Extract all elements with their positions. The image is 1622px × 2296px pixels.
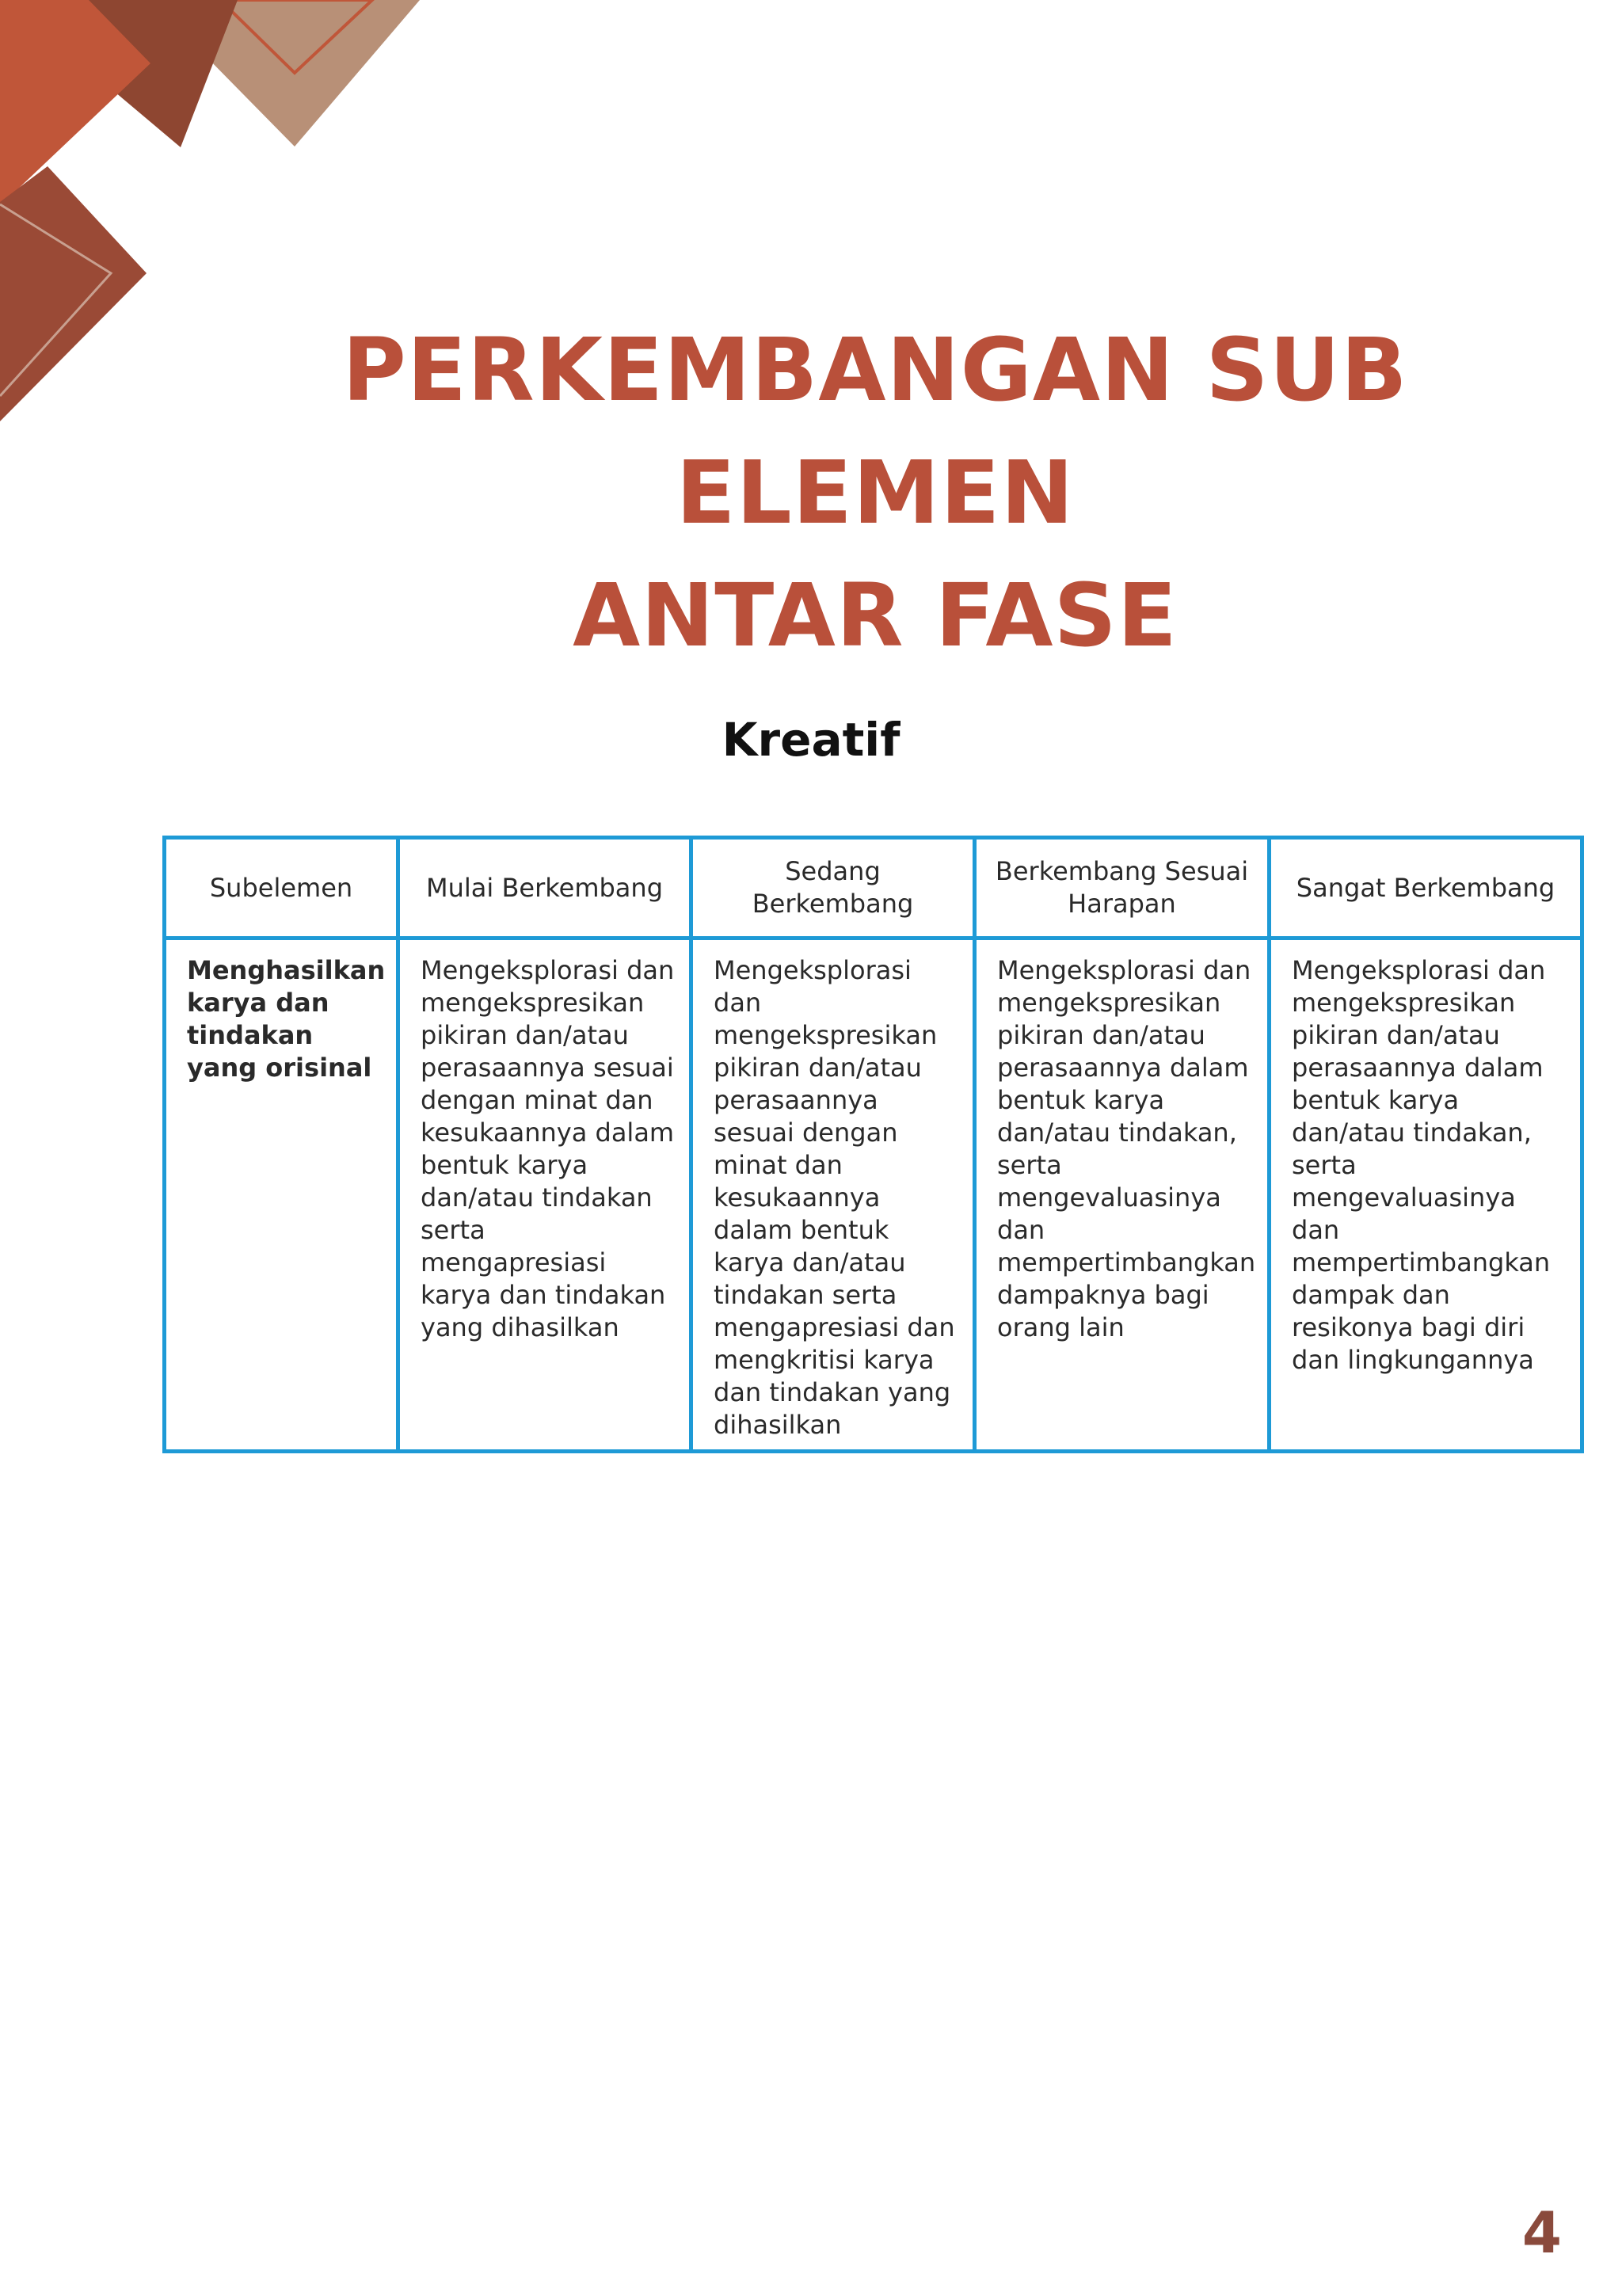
header-subelemen: Subelemen [165, 838, 398, 939]
page-title-line-1: PERKEMBANGAN SUB ELEMEN [342, 319, 1408, 543]
page-number: 4 [1521, 2199, 1562, 2266]
cell-mulai-berkembang: Mengeksplorasi dan mengekspresikan pikiran dan/atau perasaannya sesuai dengan minat dan kesukaannya dalam bentuk karya dan/atau tindakan serta mengapresiasi karya dan tindakan yang dihasilkan [398, 939, 691, 1452]
cell-berkembang-sesuai-harapan: Mengeksplorasi dan mengekspresikan pikiran dan/atau perasaannya dalam bentuk karya dan/atau tindakan, serta mengevaluasinya dan mempertimbangkan dampaknya bagi orang lain [975, 939, 1270, 1452]
header-berkembang-sesuai-harapan: Berkembang Sesuai Harapan [975, 838, 1270, 939]
header-sedang-berkembang: Sedang Berkembang [691, 838, 975, 939]
header-mulai-berkembang: Mulai Berkembang [398, 838, 691, 939]
section-subtitle: Kreatif [722, 713, 900, 767]
header-sangat-berkembang: Sangat Berkembang [1270, 838, 1582, 939]
rubric-table [162, 836, 1584, 1453]
cell-subelemen: Menghasilkan karya dan tindakan yang orisinal [165, 939, 398, 1452]
table-row [165, 939, 1582, 1452]
page-title [143, 309, 1608, 677]
cell-sedang-berkembang: Mengeksplorasi dan mengekspresikan pikiran dan/atau perasaannya sesuai dengan minat dan kesukaannya dalam bentuk karya dan/atau tindakan serta mengapresiasi dan mengkritisi karya dan tindakan yang dihasilkan [691, 939, 975, 1452]
page-title-line-2: ANTAR FASE [573, 565, 1178, 666]
deco-bottom-diamond [0, 166, 147, 421]
table-header-row [165, 838, 1582, 939]
cell-sangat-berkembang: Mengeksplorasi dan mengekspresikan pikiran dan/atau perasaannya dalam bentuk karya dan/atau tindakan, serta mengevaluasinya dan mempertimbangkan dampak dan resikonya bagi diri dan lingkungannya [1270, 939, 1582, 1452]
